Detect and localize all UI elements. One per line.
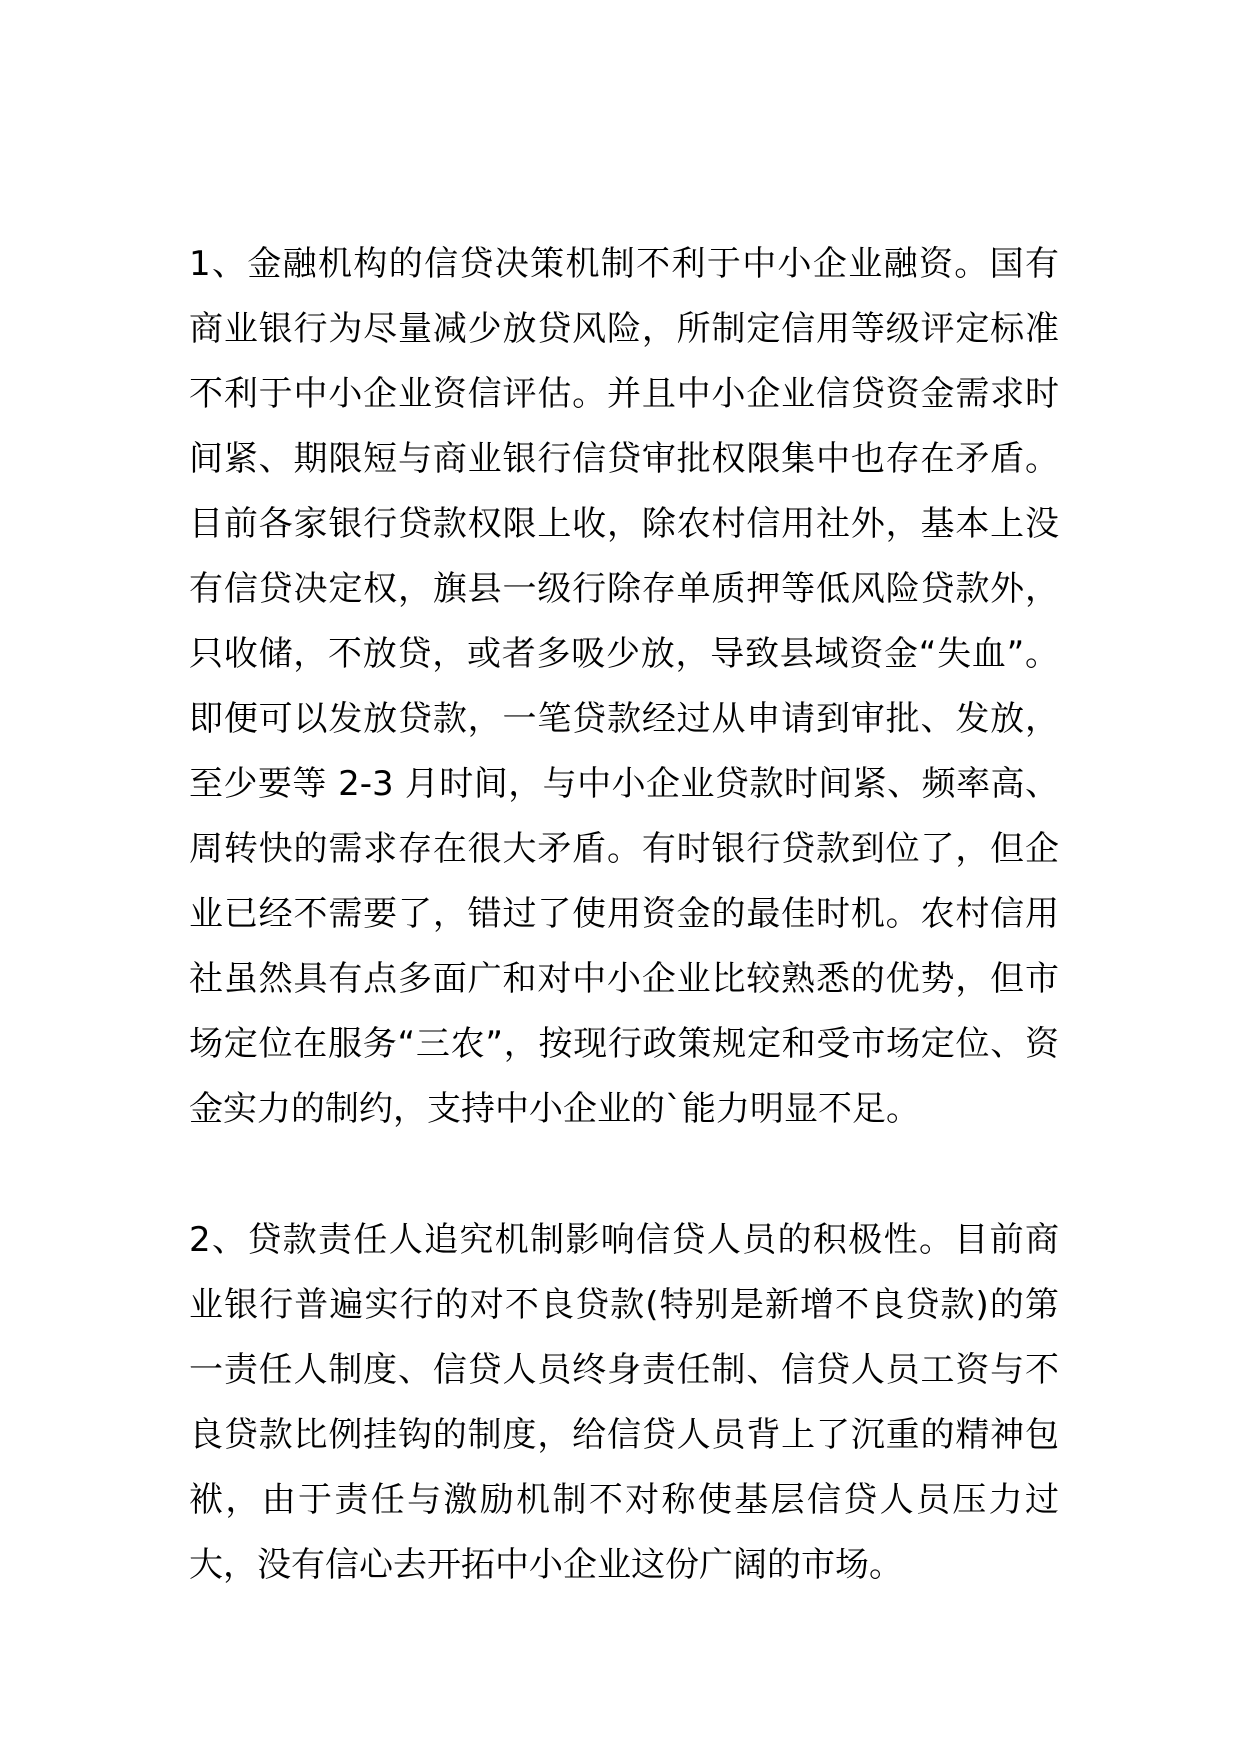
paragraph-credit-decision-mechanism: 1、金融机构的信贷决策机制不利于中小企业融资。国有商业银行为尽量减少放贷风险，所制定信用等级评定标准不利于中小企业资信评估。并且中小企业信贷资金需求时间紧、期限短与商业银行信贷审批权限集中也存在矛盾。目前各家银行贷款权限上收，除农村信用社外，基本上没有信贷决定权，旗县一级行除存单质押等低风险贷款外，只收储，不放贷，或者多吸少放，导致县域资金“失血”。即便可以发放贷款，一笔贷款经过从申请到审批、发放，至少要等 2-3 月时间，与中小企业贷款时间紧、频率高、周转快的需求存在很大矛盾。有时银行贷款到位了，但企业已经不需要了，错过了使用资金的最佳时机。农村信用社虽然具有点多面广和对中小企业比较熟悉的优势，但市场定位在服务“三农”，按现行政策规定和受市场定位、资金实力的制约，支持中小企业的`能力明显不足。 [189,244,1059,1129]
paragraph-loan-accountability-mechanism: 2、贷款责任人追究机制影响信贷人员的积极性。目前商业银行普遍实行的对不良贷款(特别是新增不良贷款)的第一责任人制度、信贷人员终身责任制、信贷人员工资与不良贷款比例挂钩的制度，给信贷人员背上了沉重的精神包袱，由于责任与激励机制不对称使基层信贷人员压力过大，没有信心去开拓中小企业这份广阔的市场。 [189,1220,1059,1585]
